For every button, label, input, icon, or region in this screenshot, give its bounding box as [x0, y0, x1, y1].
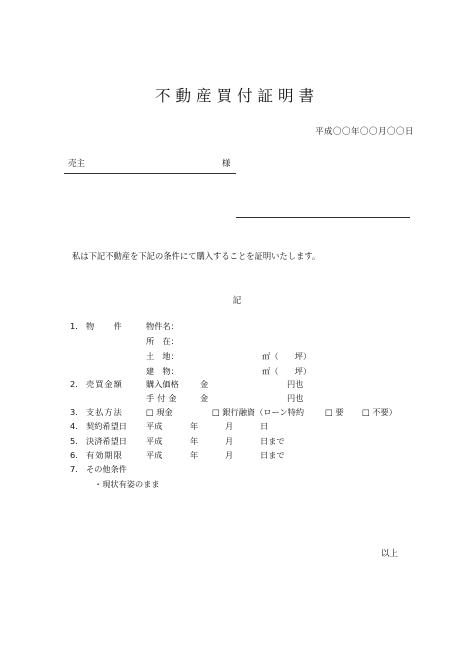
purchase-price-label: 購入価格: [146, 379, 179, 389]
item-number: 5.: [70, 436, 78, 446]
property-building-label: 建 物：: [146, 366, 179, 376]
payment-option-cash: □ 現金: [146, 407, 173, 417]
item-label-other: その他条件: [86, 464, 127, 474]
item-number: 6.: [70, 450, 78, 460]
expiry-era: 平成: [146, 450, 163, 460]
certification-statement: 私は下記不動産を下記の条件にて購入することを証明いたします。: [72, 251, 321, 261]
payment-option-loan: □ 銀行融資（ローン特約: [212, 407, 305, 417]
expiry-month: 月: [225, 450, 234, 460]
settlement-date-era: 平成: [146, 436, 163, 446]
property-building-unit: ㎡（ 坪）: [262, 366, 312, 376]
item-label-settlement-date: 決済希望日: [86, 436, 127, 446]
settlement-date-day: 日まで: [260, 436, 285, 446]
purchase-price-unit: 円也: [287, 379, 304, 389]
loan-clause-not-required: □ 不要）: [362, 407, 397, 417]
seller-signature-line: [64, 173, 236, 174]
settlement-date-year: 年: [190, 436, 199, 446]
loan-clause-required: □ 要: [325, 407, 344, 417]
contract-date-day: 日: [260, 421, 269, 431]
ki-heading: 記: [232, 296, 242, 306]
item-number: 3.: [70, 407, 78, 417]
seller-honorific: 様: [222, 159, 231, 169]
contract-date-era: 平成: [146, 421, 163, 431]
deposit-label: 手付金: [146, 393, 180, 403]
item-number: 2.: [70, 379, 78, 389]
closing-ijou: 以上: [381, 549, 399, 559]
document-title: 不動産買付証明書: [154, 87, 319, 105]
item-label-contract-date: 契約希望日: [86, 421, 127, 431]
item-label-property: 物 件: [86, 321, 123, 331]
deposit-kin: 金: [200, 393, 209, 403]
buyer-signature-line: [236, 217, 410, 218]
purchase-price-kin: 金: [200, 379, 209, 389]
property-land-unit: ㎡（ 坪）: [262, 351, 312, 361]
deposit-unit: 円也: [287, 393, 304, 403]
seller-label: 売主: [68, 159, 86, 169]
contract-date-year: 年: [190, 421, 199, 431]
item-label-price: 売買金額: [86, 379, 123, 389]
contract-date-month: 月: [225, 421, 234, 431]
item-label-expiry: 有効期限: [86, 450, 123, 460]
other-condition-note: ・現状有姿のまま: [94, 479, 160, 489]
property-land-label: 土 地：: [146, 351, 179, 361]
expiry-day: 日まで: [260, 450, 285, 460]
item-label-payment: 支払方法: [86, 407, 123, 417]
expiry-year: 年: [190, 450, 199, 460]
property-name-label: 物件名：: [146, 321, 179, 331]
property-location-label: 所 在：: [146, 336, 179, 346]
issue-date: 平成〇〇年〇〇月〇〇日: [314, 127, 414, 137]
item-number: 4.: [70, 421, 78, 431]
item-number: 1.: [70, 321, 78, 331]
settlement-date-month: 月: [225, 436, 234, 446]
item-number: 7.: [70, 464, 78, 474]
